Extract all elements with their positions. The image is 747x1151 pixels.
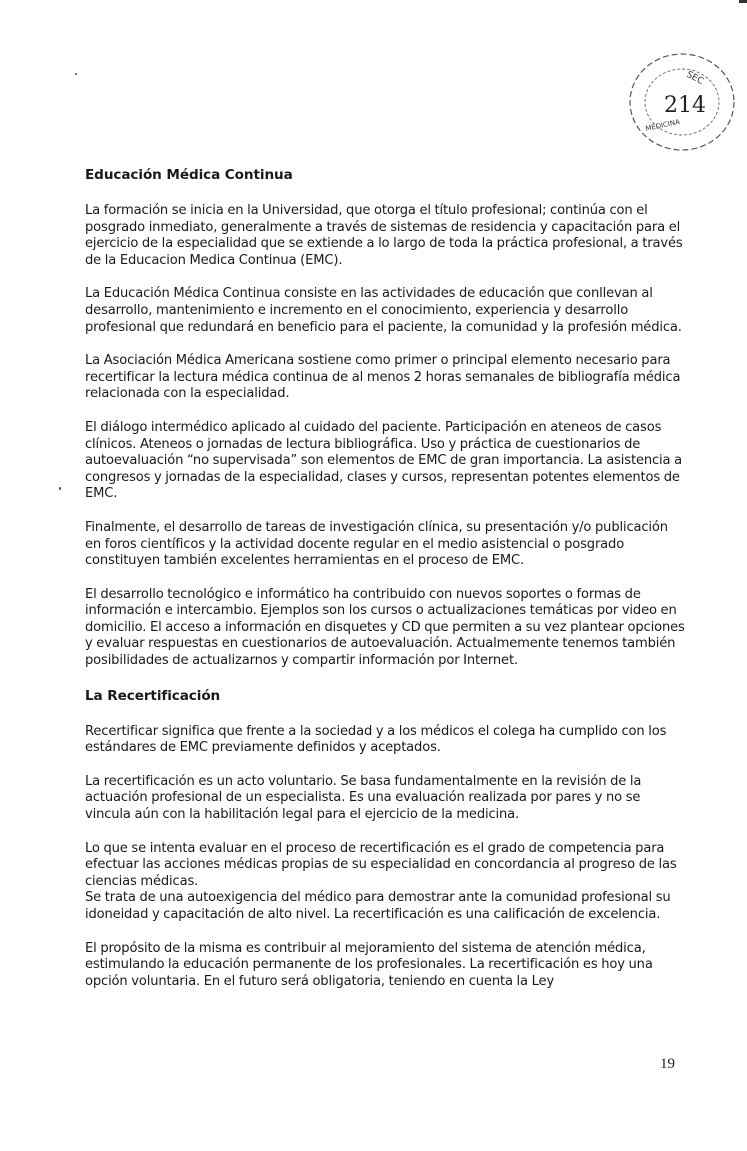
- stamp-number: 214: [664, 93, 706, 118]
- paragraph: Finalmente, el desarrollo de tareas de investigación clínica, su presentación y/o publicación en foros científicos y la actividad docente regular en el medio asistencial o posgrado constituyen también excelentes herramientas en el proceso de EMC.: [85, 519, 668, 569]
- paragraph: La Asociación Médica Americana sostiene como primer o principal elemento necesario para recertificar la lectura médica continua de al menos 2 horas semanales de bibliografía médica relacionada con la especialidad.: [85, 353, 681, 402]
- stamp-ring-text-bottom: MEDICINA: [644, 117, 681, 133]
- stamp-ring-text-top: SEC: [684, 69, 705, 87]
- paragraph: El diálogo intermédico aplicado al cuidado del paciente. Participación en ateneos de casos clínicos. Ateneos o jornadas de lectura bibliográfica. Uso y práctica de cuestionarios de autoevaluación “no supervisada” son elementos de EMC de gran importancia. La asistencia a congresos y jornadas de la especialidad, clases y cursos, representan potentes elementos de EMC.: [85, 419, 682, 502]
- paragraph: Lo que se intenta evaluar en el proceso de recertificación es el grado de competencia para efectuar las acciones médicas propias de su especialidad en concordancia al progreso de las ciencias médicas.: [85, 840, 677, 889]
- scan-edge-mark: [739, 0, 747, 3]
- official-stamp: [622, 46, 740, 158]
- paragraph: La formación se inicia en la Universidad, que otorga el título profesional; continúa con el posgrado inmediato, generalmente a través de sistemas de residencia y capacitación para el ejercicio de la especialidad que se extiende a lo largo de toda la práctica profesional, a través de la Educacion Medica Continua (EMC).: [85, 203, 683, 268]
- paragraph: Se trata de una autoexigencia del médico para demostrar ante la comunidad profesional su idoneidad y capacitación de alto nivel. La recertificación es una calificación de excelencia.: [85, 890, 671, 922]
- paragraph: La recertificación es un acto voluntario. Se basa fundamentalmente en la revisión de la actuación profesional de un especialista. Es una evaluación realizada por pares y no se vincula aún con la habilitación legal para el ejercicio de la medicina.: [85, 773, 642, 823]
- section-heading-recertificacion: La Recertificación: [85, 687, 221, 704]
- paragraph: El propósito de la misma es contribuir al mejoramiento del sistema de atención médica, estimulando la educación permanente de los profesionales. La recertificación es hoy una opción voluntaria. En el futuro será obligatoria, teniendo en cuenta la Ley: [85, 940, 653, 989]
- section-heading-emc: Educación Médica Continua: [85, 167, 293, 183]
- document-body: [85, 166, 685, 1007]
- scan-speck: [59, 487, 61, 490]
- paragraph: El desarrollo tecnológico e informático ha contribuido con nuevos soportes o formas de información e intercambio. Ejemplos son los cursos o actualizaciones temáticas por video en domicilio. El acceso a información en disquetes y CD que permiten a su vez plantear opciones y evaluar respuestas en cuestionarios de autoevaluación. Actualmemente tenemos también posibilidades de actualizarnos y compartir información por Internet.: [85, 586, 685, 669]
- page-number: 19: [660, 1056, 675, 1072]
- scan-speck: [75, 73, 77, 75]
- paragraph: La Educación Médica Continua consiste en las actividades de educación que conllevan al desarrollo, mantenimiento e incremento en el conocimiento, experiencia y desarrollo profesional que redundará en beneficio para el paciente, la comunidad y la profesión médica.: [85, 286, 682, 335]
- paragraph: Recertificar significa que frente a la sociedad y a los médicos el colega ha cumplido con los estándares de EMC previamente definidos y aceptados.: [85, 723, 667, 756]
